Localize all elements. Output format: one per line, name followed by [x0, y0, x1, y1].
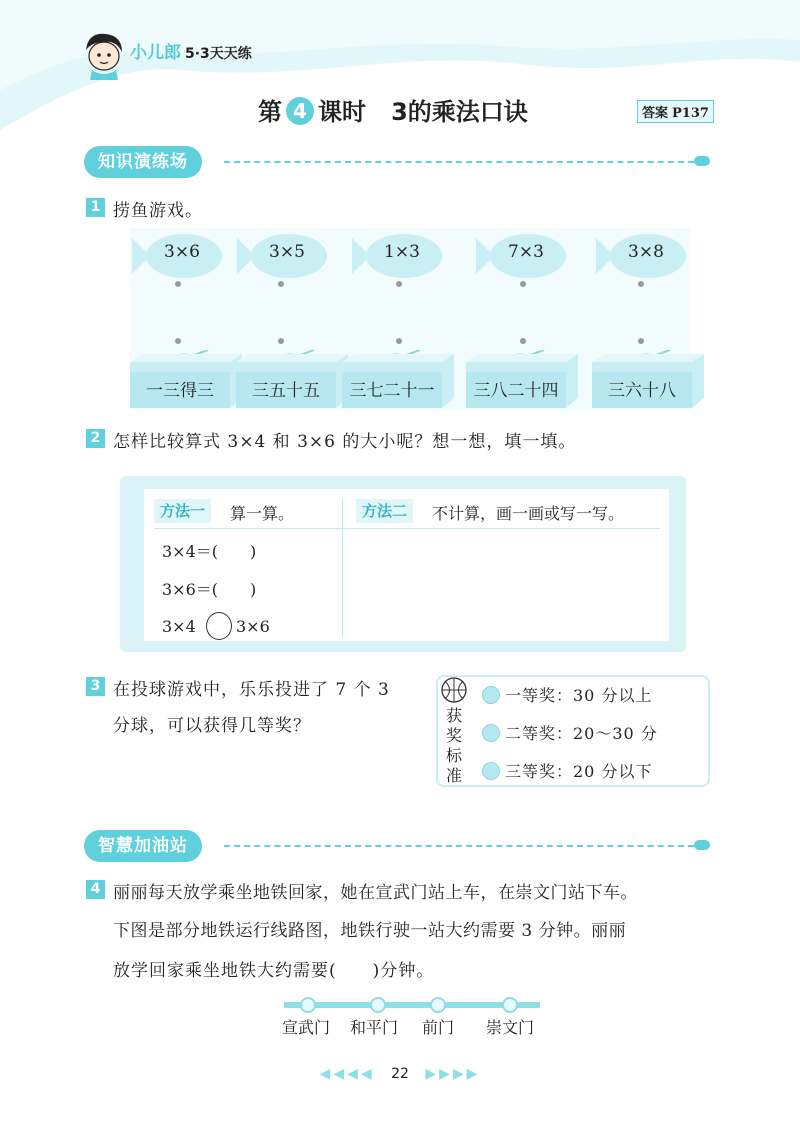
- problem-text-line1: 在投球游戏中，乐乐投进了 7 个 3: [113, 680, 390, 700]
- compare-circle-blank[interactable]: [206, 612, 232, 640]
- problem-text-line2: 分球，可以获得几等奖？: [113, 716, 311, 736]
- lesson-prefix: 第: [258, 98, 282, 126]
- problem-number: 3: [86, 677, 105, 696]
- fish-expression: 3×8: [628, 242, 664, 262]
- fish-connect-dot[interactable]: [520, 281, 526, 287]
- basket-phrase: 三六十八: [608, 381, 676, 401]
- compare-right: 3×6: [236, 617, 270, 636]
- method1-text: 算一算。: [230, 504, 295, 523]
- basket-connect-dot[interactable]: [520, 338, 526, 344]
- problem-number: 2: [86, 429, 105, 448]
- basketball-icon: [440, 676, 468, 704]
- lesson-number-badge: 4: [286, 97, 314, 125]
- criteria-char: 获: [445, 706, 462, 725]
- fish-expression: 3×6: [164, 242, 200, 262]
- criteria-label: [443, 706, 465, 786]
- basket-connect-dot[interactable]: [278, 338, 284, 344]
- problem-text-line1: 丽丽每天放学乘坐地铁回家，她在宣武门站上车，在崇文门站下车。: [113, 883, 638, 903]
- subway-stop-icon: [300, 997, 316, 1013]
- basket-card[interactable]: [236, 350, 354, 410]
- method-column-divider: [342, 499, 343, 637]
- subway-stop-icon: [430, 997, 446, 1013]
- station-label: 崇文门: [486, 1018, 535, 1037]
- section-header-challenge: [84, 830, 714, 862]
- basket-phrase: 三五十五: [252, 381, 320, 401]
- criteria-char: 标: [445, 746, 462, 765]
- station-label: 宣武门: [282, 1018, 331, 1037]
- basket-phrase: 三七二十一: [349, 381, 435, 401]
- basket-card[interactable]: [130, 350, 248, 410]
- answer-page: P137: [672, 106, 709, 121]
- basket-phrase: 三八二十四: [473, 381, 559, 401]
- medal-icon: [482, 762, 500, 780]
- prize-first: 一等奖：30 分以上: [505, 686, 653, 705]
- lesson-title: [258, 92, 528, 127]
- method1-tag: 方法一: [154, 499, 211, 523]
- section-divider: [224, 161, 694, 163]
- problem-number: 1: [86, 198, 105, 217]
- method2-tag: 方法二: [356, 499, 413, 523]
- section-divider-end: [694, 156, 710, 166]
- problem-prompt: 捞鱼游戏。: [113, 201, 203, 221]
- answer-page-tag: [637, 100, 714, 123]
- fish-connect-dot[interactable]: [278, 281, 284, 287]
- fish-connect-dot[interactable]: [175, 281, 181, 287]
- fish-connect-dot[interactable]: [638, 281, 644, 287]
- basket-phrase: 一三得三: [146, 381, 214, 401]
- station-label: 和平门: [350, 1018, 399, 1037]
- station-label: 前门: [422, 1018, 455, 1037]
- subway-stop-icon: [502, 997, 518, 1013]
- lesson-suffix: 课时: [318, 98, 366, 126]
- basket-card[interactable]: [342, 350, 460, 410]
- fish-connect-dot[interactable]: [396, 281, 402, 287]
- page-number: 22: [391, 1066, 409, 1082]
- problem-number: 4: [86, 880, 105, 899]
- criteria-char: 准: [445, 766, 462, 785]
- brand-name: 小儿郎: [130, 43, 181, 63]
- prize-second: 二等奖：20～30 分: [505, 724, 658, 743]
- fish-card[interactable]: [350, 232, 442, 280]
- page-footer: [0, 1066, 800, 1082]
- section-header-practice: [84, 146, 714, 178]
- criteria-char: 奖: [445, 726, 462, 745]
- equation-3x4-blank[interactable]: 3×4＝( ): [162, 542, 257, 561]
- method2-text: 不计算，画一画或写一写。: [432, 504, 625, 523]
- basket-connect-dot[interactable]: [396, 338, 402, 344]
- basket-connect-dot[interactable]: [175, 338, 181, 344]
- compare-left: 3×4: [162, 617, 196, 636]
- footer-left-arrows-icon: ◀◀◀◀: [319, 1066, 375, 1082]
- fish-expression: 3×5: [269, 242, 305, 262]
- fish-card[interactable]: [594, 232, 686, 280]
- fish-expression: 1×3: [384, 242, 420, 262]
- basket-connect-dot[interactable]: [638, 338, 644, 344]
- problem-prompt: 怎样比较算式 3×4 和 3×6 的大小呢？想一想，填一填。: [113, 432, 577, 452]
- fish-card[interactable]: [235, 232, 327, 280]
- fish-card[interactable]: [130, 232, 222, 280]
- medal-icon: [482, 686, 500, 704]
- fish-expression: 7×3: [508, 242, 544, 262]
- section-divider: [224, 845, 694, 847]
- method-header-divider: [154, 528, 660, 529]
- lesson-topic: 3的乘法口诀: [391, 98, 528, 126]
- section-label: 知识演练场: [84, 146, 202, 178]
- basket-card[interactable]: [466, 350, 584, 410]
- brand-title: [130, 38, 252, 63]
- medal-icon: [482, 724, 500, 742]
- footer-right-arrows-icon: ▶▶▶▶: [425, 1066, 481, 1082]
- answer-label: 答案: [642, 106, 669, 121]
- section-label: 智慧加油站: [84, 830, 202, 862]
- problem-text-line2: 下图是部分地铁运行线路图，地铁行驶一站大约需要 3 分钟。丽丽: [113, 921, 627, 941]
- brand-series: 5·3天天练: [185, 46, 252, 62]
- problem-text-line3[interactable]: 放学回家乘坐地铁大约需要( )分钟。: [113, 961, 435, 981]
- mascot-boy-icon: [78, 30, 128, 80]
- equation-3x6-blank[interactable]: 3×6＝( ): [162, 580, 257, 599]
- fish-card[interactable]: [474, 232, 566, 280]
- section-divider-end: [694, 840, 710, 850]
- subway-stop-icon: [370, 997, 386, 1013]
- prize-third: 三等奖：20 分以下: [505, 762, 653, 781]
- basket-card[interactable]: [592, 350, 710, 410]
